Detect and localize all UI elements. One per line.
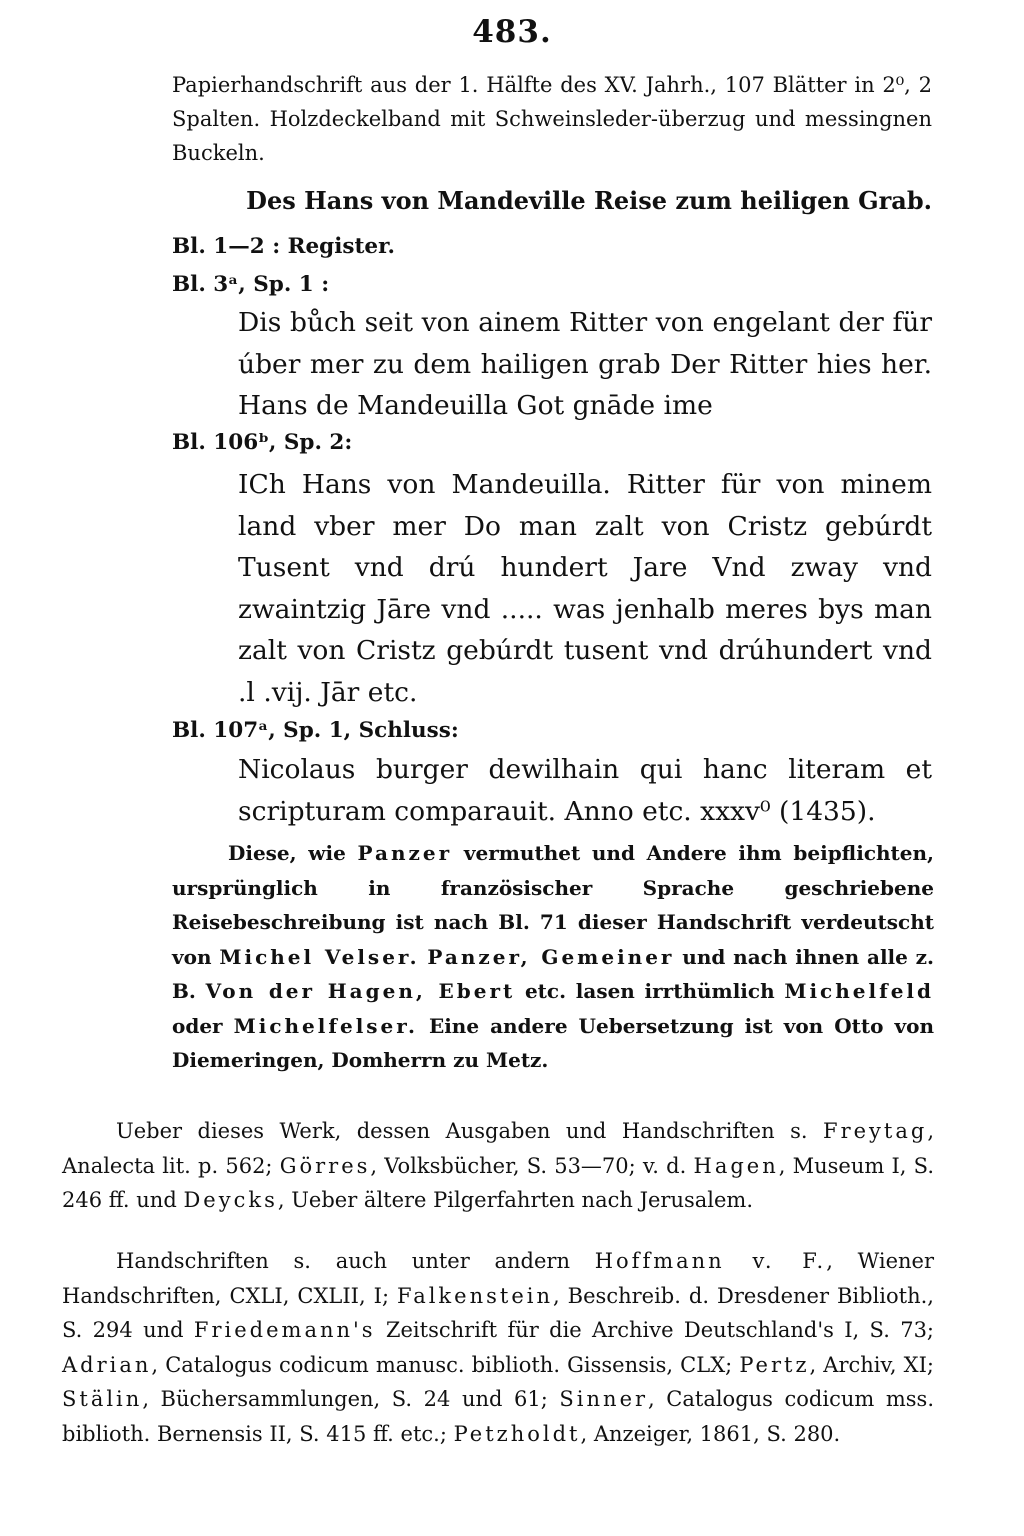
author-name: Freytag bbox=[823, 1119, 928, 1143]
manuscript-description: Papierhandschrift aus der 1. Hälfte des XV. Jahrh., 107 Blätter in 2⁰, 2 Spalten. Holzdeckelband mit Schweinsleder-überzug und messingnen Buckeln. bbox=[172, 73, 932, 165]
incipit-quote: Dis bůch seit von ainem Ritter von engelant der für úber mer zu dem hailigen grab Der Ritter hies her. Hans de Mandeuilla Got gnāde ime bbox=[238, 307, 932, 421]
references-paragraph-editions: Ueber dieses Werk, dessen Ausgaben und Handschriften s. Freytag, Analecta lit. p. 562; Görres, Volksbücher, S. 53—70; v. d. Hagen, Museum I, S. 246 ff. und Deycks, Ueber ältere Pilgerfahrten nach Jerusalem. bbox=[62, 1119, 934, 1212]
author-name: Falkenstein bbox=[397, 1283, 553, 1308]
author-name: Michel Velser. bbox=[219, 944, 420, 969]
folio-label-incipit: Bl. 3ᵃ, Sp. 1 : bbox=[172, 272, 330, 297]
author-name: Von der Hagen, Ebert bbox=[205, 979, 516, 1003]
author-name: Sinner bbox=[559, 1387, 649, 1411]
author-name: Adrian bbox=[62, 1352, 152, 1377]
author-name: Hoffmann v. F. bbox=[594, 1249, 827, 1273]
author-name: Deycks bbox=[183, 1188, 278, 1212]
folio-label-explicit: Bl. 107ᵃ, Sp. 1, Schluss: bbox=[172, 718, 459, 743]
author-name: Hagen bbox=[693, 1153, 779, 1178]
author-name: Petzholdt bbox=[453, 1421, 581, 1446]
references-paragraph-manuscripts: Handschriften s. auch unter andern Hoffmann v. F., Wiener Handschriften, CXLI, CXLII, I; Falkenstein, Beschreib. d. Dresdener Biblioth., S. 294 und Friedemann's Zeitschrift für die Archive Deutschland's I, S. 73; Adrian, Catalogus codicum manusc. biblioth. Gissensis, CLX; Pertz, Archiv, XI; Stälin, Büchersammlungen, S. 24 und 61; Sinner, Catalogus codicum mss. biblioth. Bernensis II, S. 415 ff. etc.; Petzholdt, Anzeiger, 1861, S. 280. bbox=[62, 1249, 935, 1446]
author-name: Panzer, Gemeiner bbox=[427, 944, 675, 969]
page-number: 483. bbox=[472, 14, 552, 50]
explicit-quote: Nicolaus burger dewilhain qui hanc literam et scripturam comparauit. Anno etc. xxxv⁰ (1435). bbox=[238, 754, 932, 827]
folio-label-prologue: Bl. 106ᵇ, Sp. 2: bbox=[172, 430, 353, 455]
folio-label-register: Bl. 1—2 : Register. bbox=[172, 234, 395, 259]
author-name: Michelfeld bbox=[784, 979, 934, 1003]
author-name: Panzer bbox=[357, 841, 453, 865]
author-name: Pertz bbox=[739, 1352, 810, 1377]
author-name: Stälin bbox=[62, 1387, 143, 1411]
author-name: Görres bbox=[279, 1153, 371, 1178]
prologue-quote: ICh Hans von Mandeuilla. Ritter für von minem land vber mer Do man zalt von Cristz gebúrdt Tusent vnd drú hundert Jare Vnd zway vnd zwaintzig Jāre vnd ..... was jenhalb meres bys man zalt von Cristz gebúrdt tusent vnd drúhundert vnd .l .vij. Jār etc. bbox=[238, 469, 932, 708]
author-name: Friedemann's bbox=[193, 1318, 376, 1342]
editorial-note: Diese, wie Panzer vermuthet und Andere ihm beipflichten, ursprünglich in französischer Sprache geschriebene Reisebeschreibung ist nach Bl. 71 dieser Handschrift verdeutscht von Michel Velser. Panzer, Gemeiner und nach ihnen alle z. B. Von der Hagen, Ebert etc. lasen irrthümlich Michelfeld oder Michelfelser. Eine andere Uebersetzung ist von Otto von Diemeringen, Domherrn zu Metz. bbox=[172, 841, 935, 1072]
author-name: Michelfelser. bbox=[233, 1013, 418, 1038]
work-title: Des Hans von Mandeville Reise zum heiligen Grab. bbox=[246, 186, 932, 215]
